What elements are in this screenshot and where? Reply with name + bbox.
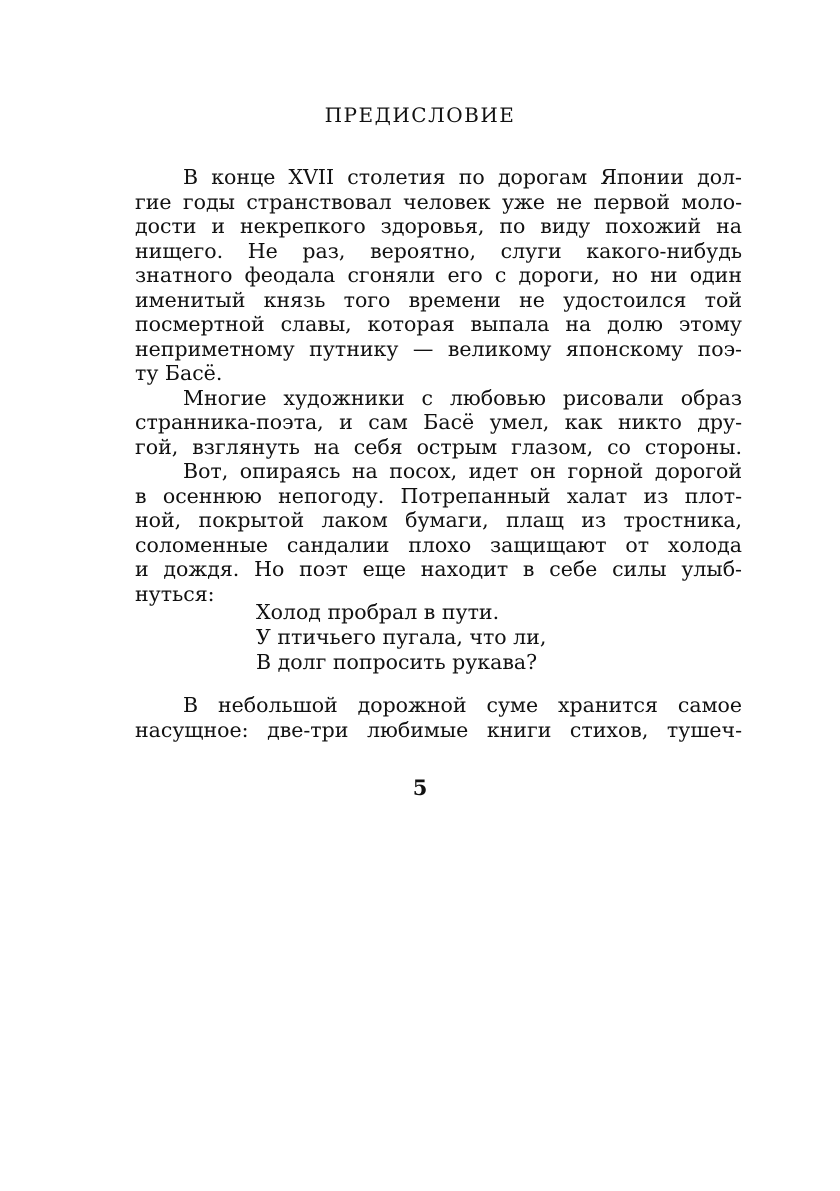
- text-line: соломенные сандалии плохо защищают от холода: [135, 532, 742, 557]
- text-line: Вот, опираясь на посох, идет он горной дорогой: [183, 459, 742, 483]
- haiku-verse: [256, 600, 546, 675]
- text-line: В конце XVII столетия по дорогам Японии дол-: [183, 165, 742, 189]
- text-line: дости и некрепкого здоровья, по виду похожий на: [135, 214, 742, 238]
- text-line: ту Басё.: [135, 361, 223, 385]
- verse-line: У птичьего пугала, что ли,: [256, 625, 547, 649]
- text-line: посмертной славы, которая выпала на долю этому: [135, 312, 742, 336]
- text-line: именитый князь того времени не удостоился той: [135, 287, 742, 312]
- text-line: В небольшой дорожной суме хранится самое: [183, 693, 742, 717]
- text-line: неприметному путнику — великому японскому поэ-: [135, 336, 742, 361]
- text-line: ной, покрытой лаком бумаги, плащ из тростника,: [135, 508, 742, 532]
- body-text-before-verse: [135, 165, 742, 606]
- text-line: насущное: две-три любимые книги стихов, тушеч-: [135, 717, 742, 742]
- body-text-after-verse: [135, 693, 742, 742]
- text-line: и дождя. Но поэт еще находит в себе силы улыб-: [135, 557, 742, 581]
- page-number: 5: [412, 775, 428, 800]
- text-line: гой, взглянуть на себя острым глазом, со стороны.: [135, 434, 742, 459]
- page-title: ПРЕДИСЛОВИЕ: [324, 103, 516, 127]
- verse-line: Холод пробрал в пути.: [256, 600, 500, 624]
- text-line: нуться:: [135, 581, 215, 606]
- text-line: в осеннюю непогоду. Потрепанный халат из плот-: [135, 483, 742, 508]
- verse-line: В долг попросить рукава?: [256, 650, 538, 674]
- text-line: странника-поэта, и сам Басё умел, как никто дру-: [135, 410, 742, 434]
- text-line: нищего. Не раз, вероятно, слуги какого-нибудь: [135, 238, 742, 263]
- text-line: гие годы странствовал человек уже не первой моло-: [135, 189, 742, 214]
- text-line: знатного феодала сгоняли его с дороги, но ни один: [135, 263, 742, 287]
- text-line: Многие художники с любовью рисовали образ: [183, 385, 742, 410]
